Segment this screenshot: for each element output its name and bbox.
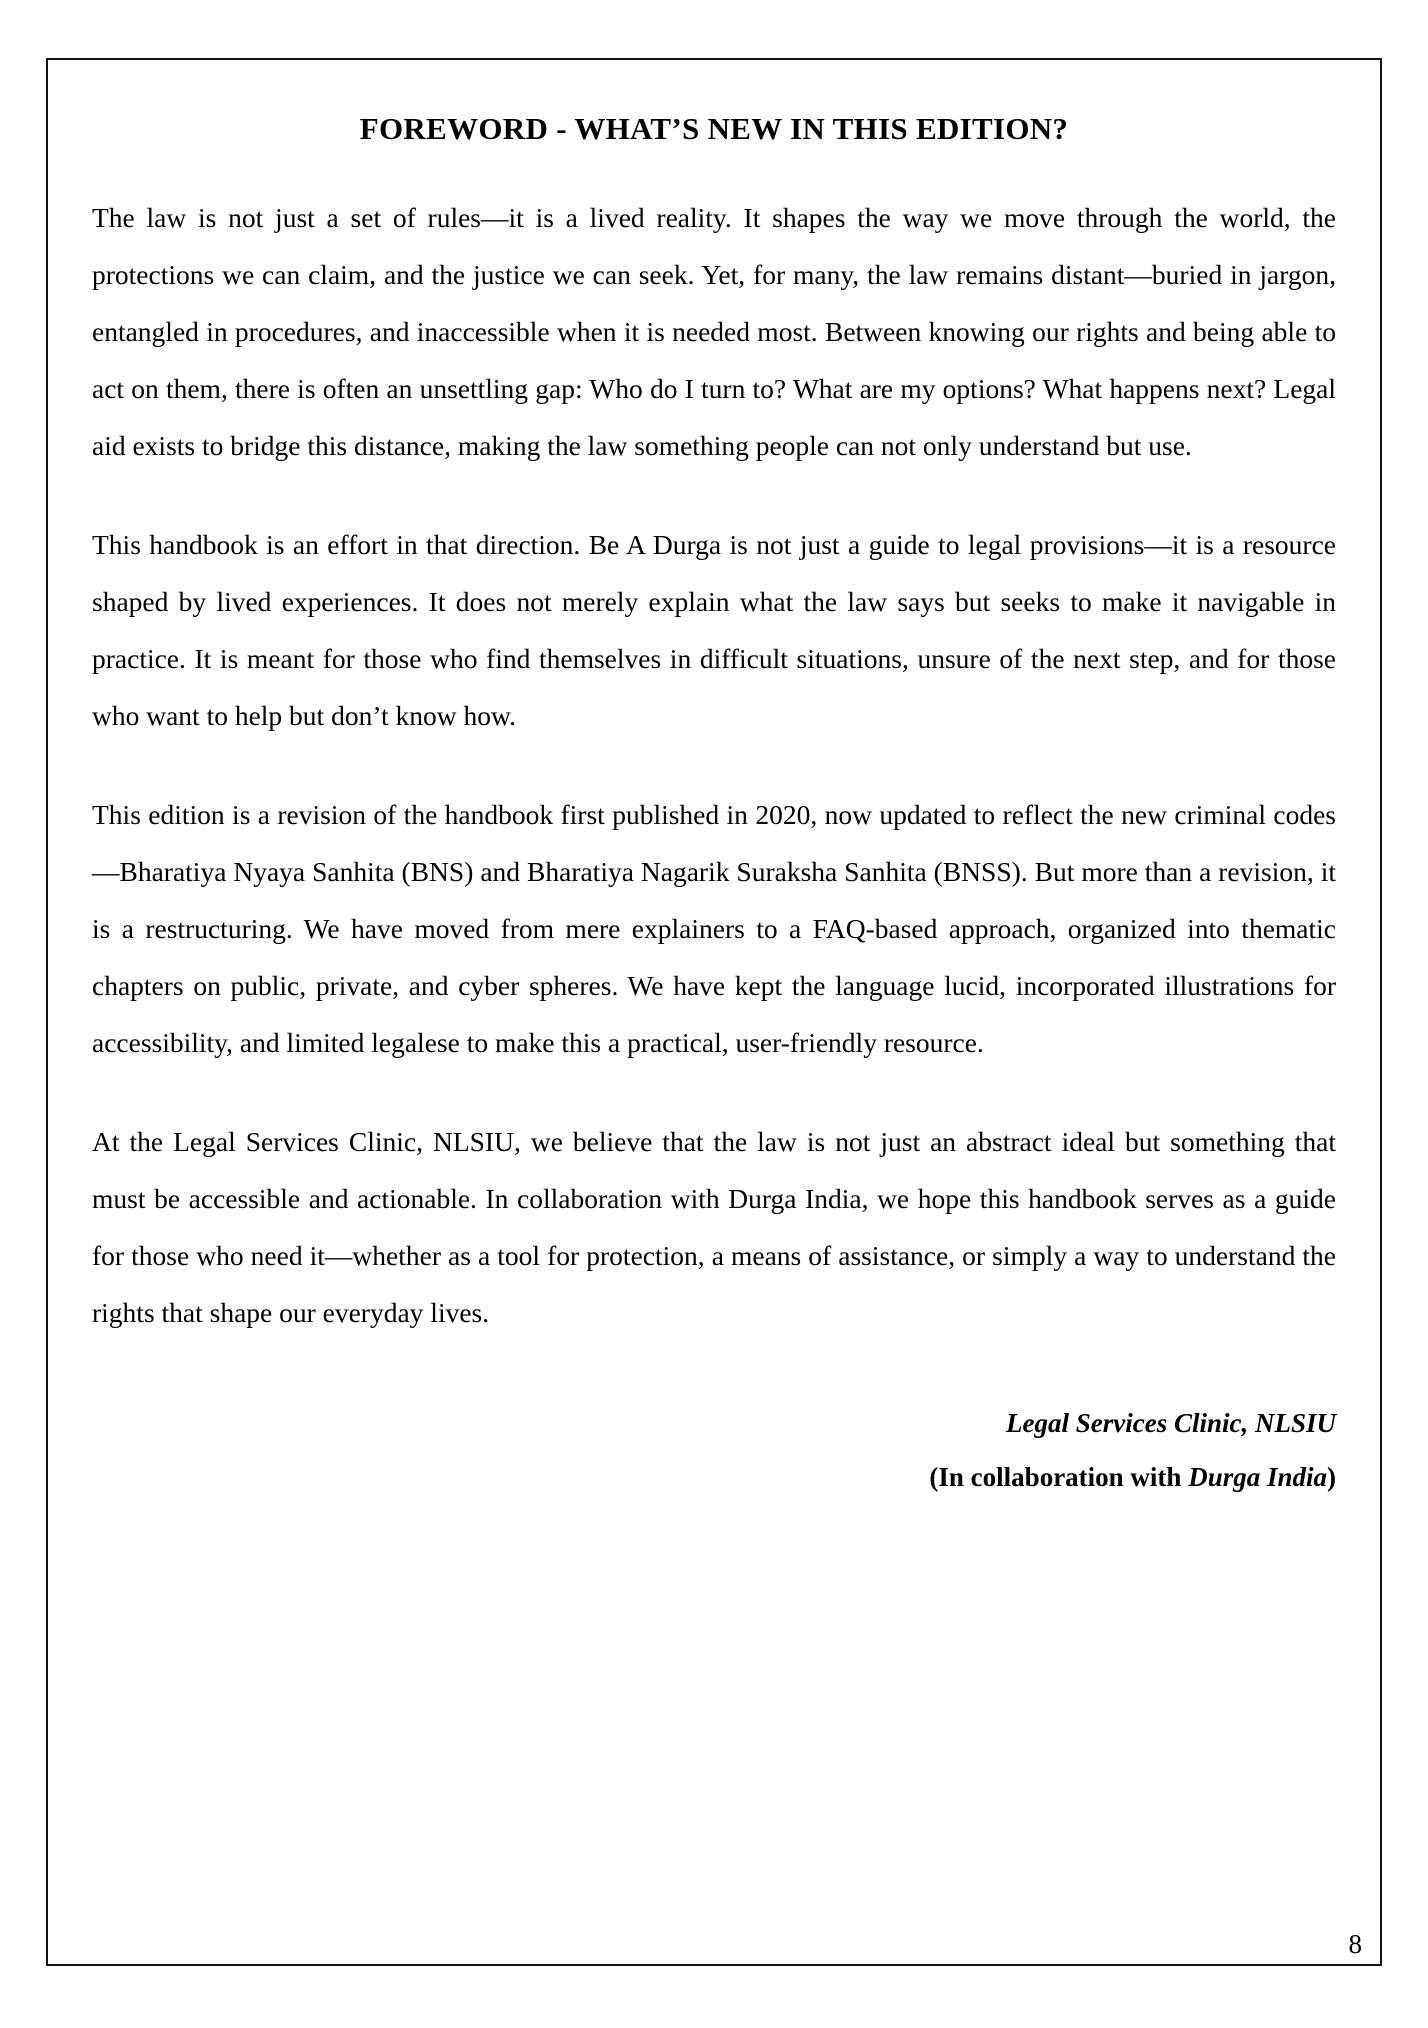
signature-collab-partner: Durga India bbox=[1188, 1461, 1327, 1492]
body-text bbox=[92, 189, 1336, 1341]
signature-collab-prefix: (In collaboration with bbox=[929, 1461, 1189, 1492]
signature-collab-suffix: ) bbox=[1327, 1461, 1336, 1492]
paragraph-2: This handbook is an effort in that direction. Be A Durga is not just a guide to legal provisions—it is a resource shaped by lived experiences. It does not merely explain what the law says but seeks to make it navigable in practice. It is meant for those who find themselves in difficult situations, unsure of the next step, and for those who want to help but don’t know how. bbox=[92, 528, 1336, 731]
page-number: 8 bbox=[1348, 1929, 1362, 1959]
paragraph-1: The law is not just a set of rules—it is a lived reality. It shapes the way we move through the world, the protections we can claim, and the justice we can seek. Yet, for many, the law remains distant—buried in jargon, entangled in procedures, and inaccessible when it is needed most. Between knowing our rights and being able to act on them, there is often an unsettling gap: Who do I turn to? What are my options? What happens next? Legal aid exists to bridge this distance, making the law something people can not only understand but use. bbox=[92, 201, 1336, 461]
page-content bbox=[92, 96, 1336, 1954]
paragraph-4: At the Legal Services Clinic, NLSIU, we believe that the law is not just an abstract ideal but something that must be accessible and actionable. In collaboration with Durga India, we hope this handbook serves as a guide for those who need it—whether as a tool for protection, a means of assistance, or simply a way to understand the rights that shape our everyday lives. bbox=[92, 1125, 1336, 1328]
signature-author: Legal Services Clinic, NLSIU bbox=[1006, 1407, 1336, 1438]
page-title: FOREWORD - WHAT’S NEW IN THIS EDITION? bbox=[359, 111, 1069, 146]
signature-collaboration bbox=[92, 1453, 1336, 1501]
paragraph-3: This edition is a revision of the handbook first published in 2020, now updated to reflect the new criminal codes—Bharatiya Nyaya Sanhita (BNS) and Bharatiya Nagarik Suraksha Sanhita (BNSS). But more than a revision, it is a restructuring. We have moved from mere explainers to a FAQ-based approach, organized into thematic chapters on public, private, and cyber spheres. We have kept the language lucid, incorporated illustrations for accessibility, and limited legalese to make this a practical, user-friendly resource. bbox=[92, 798, 1336, 1058]
document-page bbox=[46, 58, 1382, 1966]
signature-block bbox=[92, 1399, 1336, 1501]
